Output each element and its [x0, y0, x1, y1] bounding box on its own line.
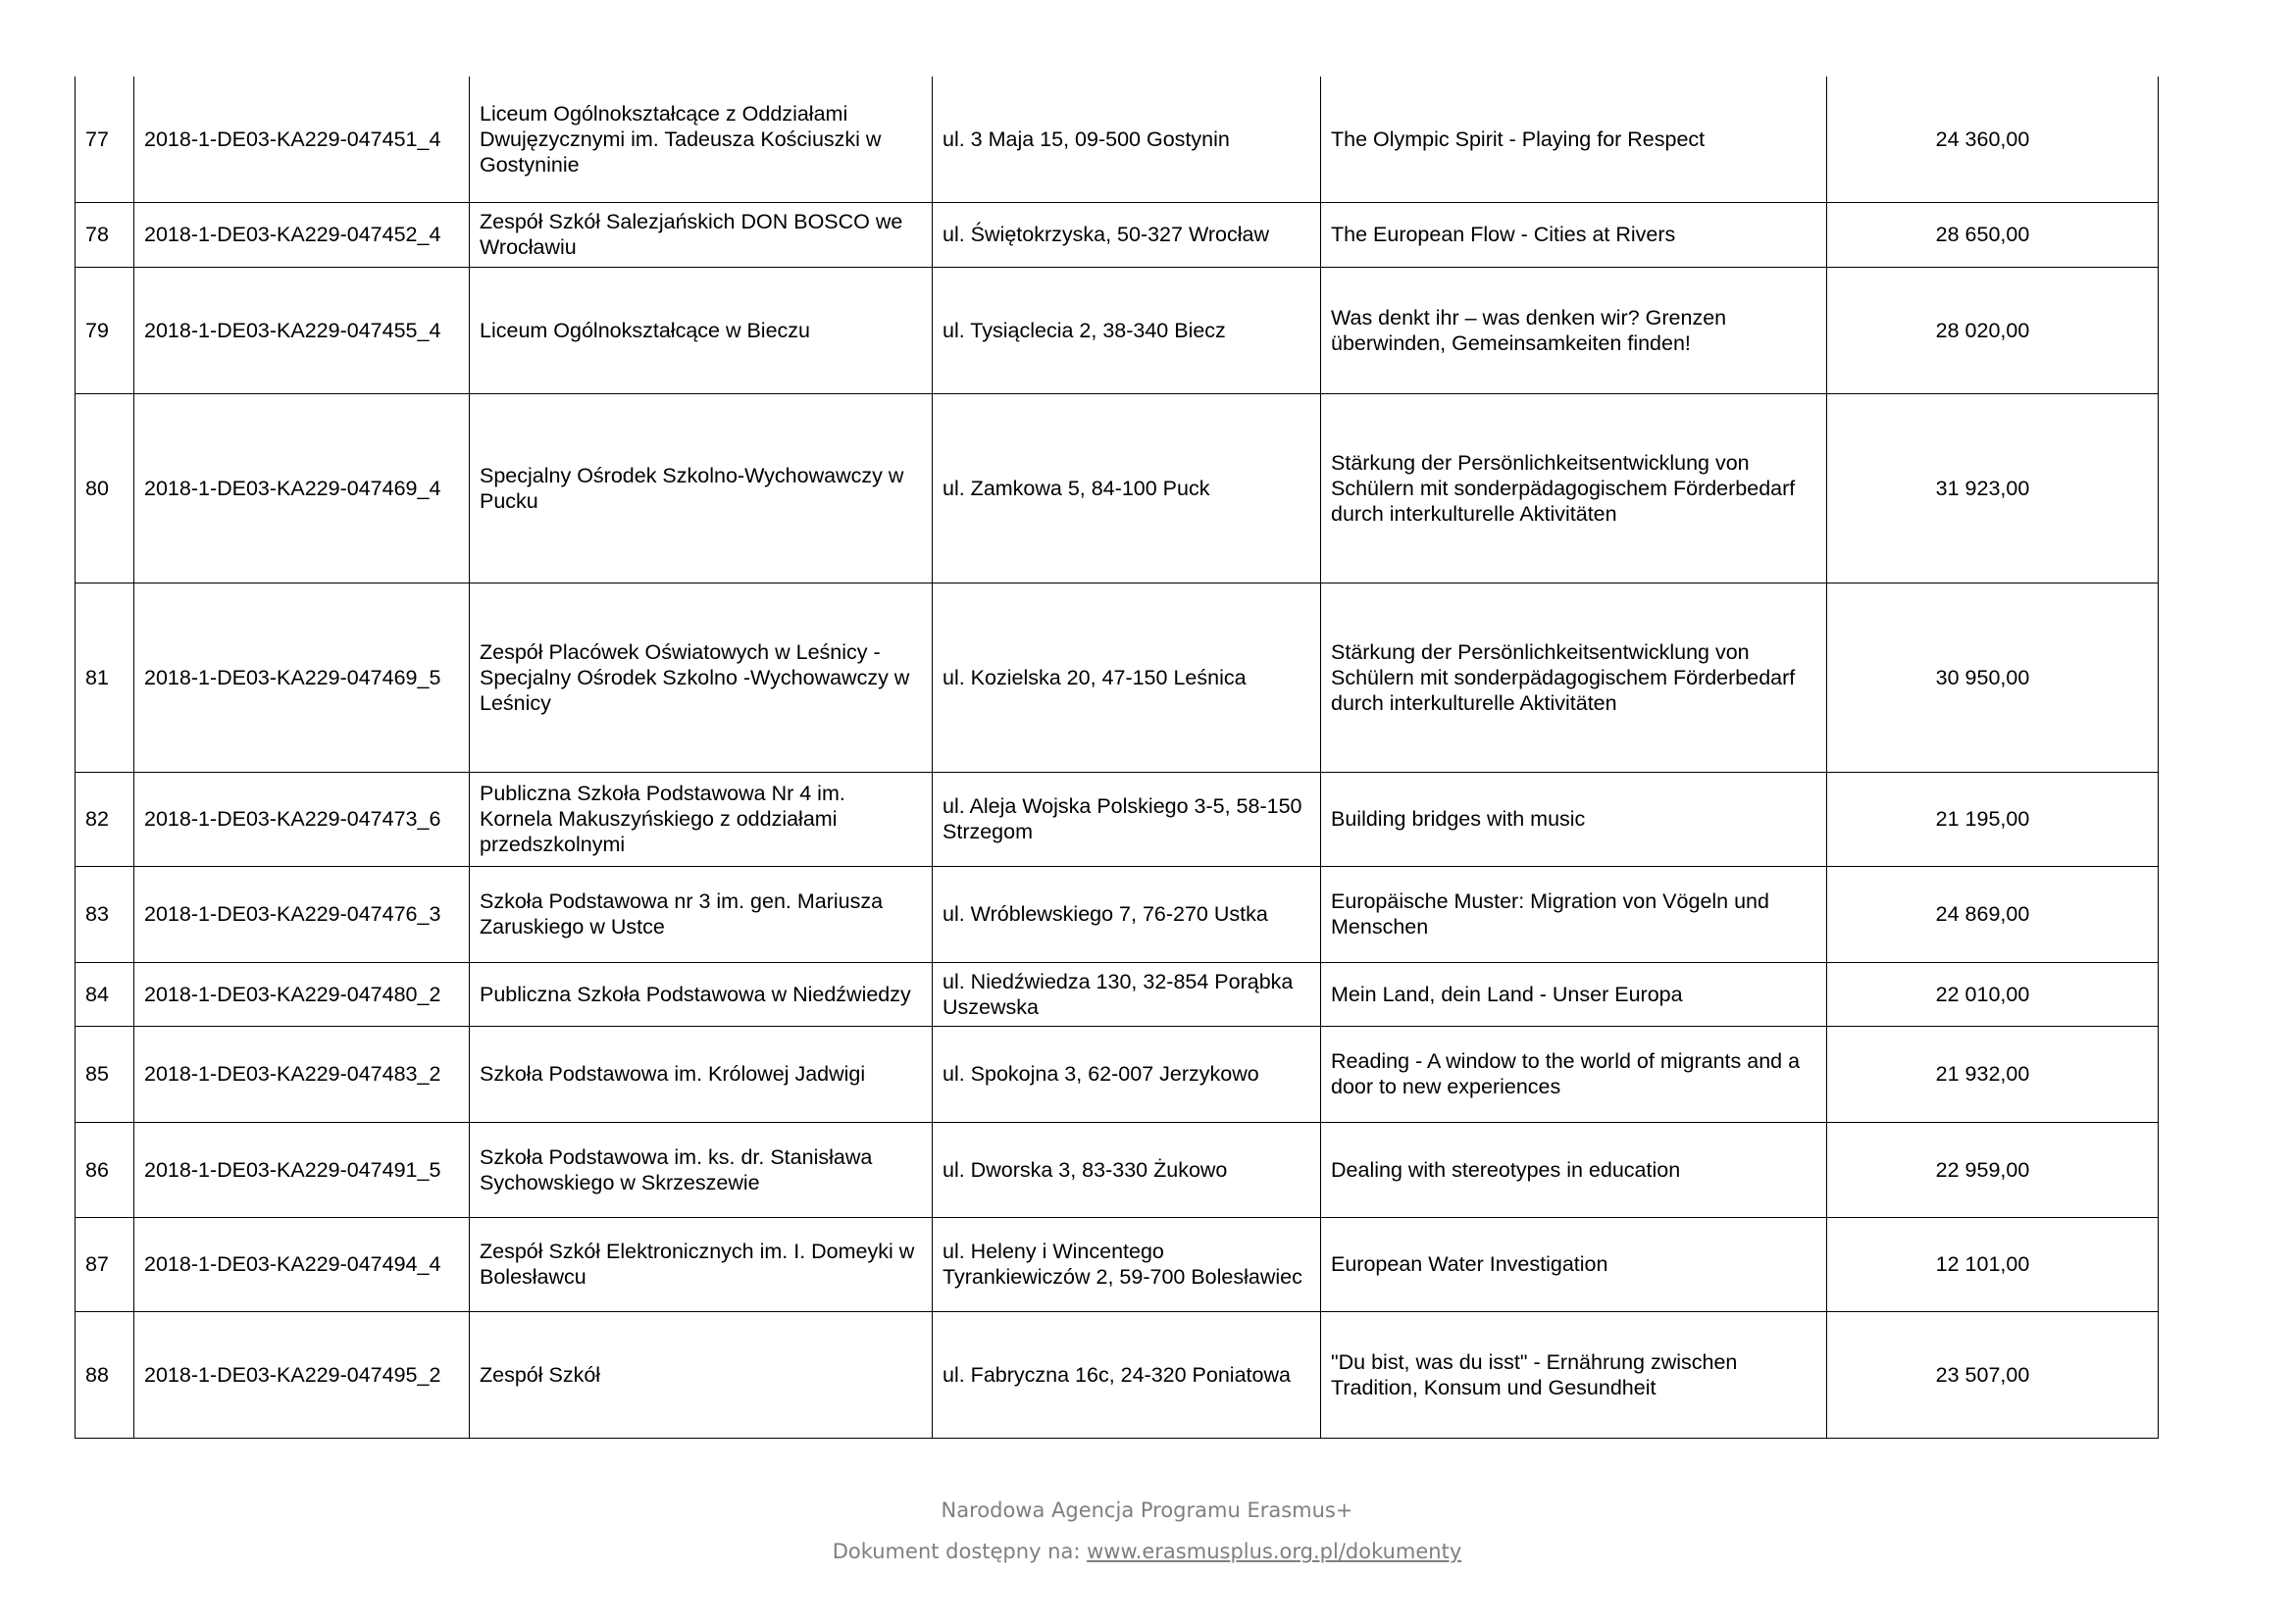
institution-name: Zespół Szkół Elektronicznych im. I. Domeyki w Bolesławcu [470, 1217, 933, 1311]
grant-amount: 31 923,00 [1827, 393, 2159, 583]
project-title: The European Flow - Cities at Rivers [1321, 202, 1827, 267]
footer-agency [0, 1498, 2294, 1522]
project-id: 2018-1-DE03-KA229-047483_2 [134, 1026, 470, 1122]
table-row [76, 393, 2159, 583]
grant-amount: 24 869,00 [1827, 866, 2159, 962]
institution-name: Szkoła Podstawowa nr 3 im. gen. Mariusza Zaruskiego w Ustce [470, 866, 933, 962]
grant-amount: 28 020,00 [1827, 267, 2159, 393]
institution-name: Liceum Ogólnokształcące z Oddziałami Dwujęzycznymi im. Tadeusza Kościuszki w Gostyninie [470, 76, 933, 202]
grant-amount: 28 650,00 [1827, 202, 2159, 267]
grant-amount: 21 932,00 [1827, 1026, 2159, 1122]
institution-name: Publiczna Szkoła Podstawowa Nr 4 im. Kornela Makuszyńskiego z oddziałami przedszkolnymi [470, 772, 933, 866]
row-number: 84 [76, 962, 134, 1026]
institution-name: Zespół Szkół [470, 1311, 933, 1438]
row-number: 83 [76, 866, 134, 962]
institution-address: ul. Zamkowa 5, 84-100 Puck [933, 393, 1321, 583]
table-row [76, 772, 2159, 866]
table-row [76, 1026, 2159, 1122]
project-title: European Water Investigation [1321, 1217, 1827, 1311]
project-id: 2018-1-DE03-KA229-047480_2 [134, 962, 470, 1026]
table-row [76, 1217, 2159, 1311]
table-row [76, 202, 2159, 267]
project-title: Mein Land, dein Land - Unser Europa [1321, 962, 1827, 1026]
project-title: The Olympic Spirit - Playing for Respect [1321, 76, 1827, 202]
row-number: 80 [76, 393, 134, 583]
institution-name: Zespół Placówek Oświatowych w Leśnicy - Specjalny Ośrodek Szkolno -Wychowawczy w Leśnicy [470, 583, 933, 772]
institution-address: ul. Dworska 3, 83-330 Żukowo [933, 1122, 1321, 1217]
row-number: 88 [76, 1311, 134, 1438]
grant-amount: 21 195,00 [1827, 772, 2159, 866]
project-id: 2018-1-DE03-KA229-047476_3 [134, 866, 470, 962]
row-number: 78 [76, 202, 134, 267]
project-title: Reading - A window to the world of migrants and a door to new experiences [1321, 1026, 1827, 1122]
institution-address: ul. Tysiąclecia 2, 38-340 Biecz [933, 267, 1321, 393]
project-title: Building bridges with music [1321, 772, 1827, 866]
grant-amount: 22 959,00 [1827, 1122, 2159, 1217]
institution-address: ul. 3 Maja 15, 09-500 Gostynin [933, 76, 1321, 202]
grant-amount: 12 101,00 [1827, 1217, 2159, 1311]
row-number: 85 [76, 1026, 134, 1122]
institution-address: ul. Wróblewskiego 7, 76-270 Ustka [933, 866, 1321, 962]
project-id: 2018-1-DE03-KA229-047491_5 [134, 1122, 470, 1217]
institution-name: Liceum Ogólnokształcące w Bieczu [470, 267, 933, 393]
footer-availability [0, 1540, 2294, 1563]
grant-amount: 30 950,00 [1827, 583, 2159, 772]
table-row [76, 962, 2159, 1026]
institution-name: Szkoła Podstawowa im. Królowej Jadwigi [470, 1026, 933, 1122]
table-row [76, 76, 2159, 202]
project-title: Europäische Muster: Migration von Vögeln und Menschen [1321, 866, 1827, 962]
row-number: 87 [76, 1217, 134, 1311]
row-number: 79 [76, 267, 134, 393]
table-row [76, 1122, 2159, 1217]
grant-amount: 23 507,00 [1827, 1311, 2159, 1438]
institution-address: ul. Fabryczna 16c, 24-320 Poniatowa [933, 1311, 1321, 1438]
project-id: 2018-1-DE03-KA229-047455_4 [134, 267, 470, 393]
institution-address: ul. Niedźwiedza 130, 32-854 Porąbka Uszewska [933, 962, 1321, 1026]
grants-table [75, 76, 2159, 1439]
grant-amount: 22 010,00 [1827, 962, 2159, 1026]
table-row [76, 1311, 2159, 1438]
project-title: Dealing with stereotypes in education [1321, 1122, 1827, 1217]
footer-agency-text: Narodowa Agencja Programu Erasmus+ [941, 1498, 1353, 1522]
institution-name: Specjalny Ośrodek Szkolno-Wychowawczy w Pucku [470, 393, 933, 583]
project-id: 2018-1-DE03-KA229-047452_4 [134, 202, 470, 267]
footer-available-label: Dokument dostępny na: [832, 1540, 1088, 1563]
institution-address: ul. Spokojna 3, 62-007 Jerzykowo [933, 1026, 1321, 1122]
row-number: 82 [76, 772, 134, 866]
grants-table-body [76, 76, 2159, 1438]
project-title: Stärkung der Persönlichkeitsentwicklung von Schülern mit sonderpädagogischem Förderbedarf durch interkulturelle Aktivitäten [1321, 583, 1827, 772]
institution-name: Publiczna Szkoła Podstawowa w Niedźwiedzy [470, 962, 933, 1026]
institution-address: ul. Heleny i Wincentego Tyrankiewiczów 2, 59-700 Bolesławiec [933, 1217, 1321, 1311]
row-number: 77 [76, 76, 134, 202]
institution-address: ul. Świętokrzyska, 50-327 Wrocław [933, 202, 1321, 267]
project-id: 2018-1-DE03-KA229-047469_5 [134, 583, 470, 772]
project-id: 2018-1-DE03-KA229-047451_4 [134, 76, 470, 202]
table-row [76, 866, 2159, 962]
project-id: 2018-1-DE03-KA229-047469_4 [134, 393, 470, 583]
row-number: 81 [76, 583, 134, 772]
project-title: Was denkt ihr – was denken wir? Grenzen überwinden, Gemeinsamkeiten finden! [1321, 267, 1827, 393]
project-id: 2018-1-DE03-KA229-047473_6 [134, 772, 470, 866]
institution-address: ul. Aleja Wojska Polskiego 3-5, 58-150 Strzegom [933, 772, 1321, 866]
table-row [76, 583, 2159, 772]
table-row [76, 267, 2159, 393]
institution-name: Zespół Szkół Salezjańskich DON BOSCO we Wrocławiu [470, 202, 933, 267]
project-id: 2018-1-DE03-KA229-047495_2 [134, 1311, 470, 1438]
documents-link[interactable]: www.erasmusplus.org.pl/dokumenty [1087, 1540, 1462, 1563]
project-title: "Du bist, was du isst" - Ernährung zwischen Tradition, Konsum und Gesundheit [1321, 1311, 1827, 1438]
row-number: 86 [76, 1122, 134, 1217]
institution-address: ul. Kozielska 20, 47-150 Leśnica [933, 583, 1321, 772]
grant-amount: 24 360,00 [1827, 76, 2159, 202]
project-title: Stärkung der Persönlichkeitsentwicklung von Schülern mit sonderpädagogischem Förderbedarf durch interkulturelle Aktivitäten [1321, 393, 1827, 583]
institution-name: Szkoła Podstawowa im. ks. dr. Stanisława Sychowskiego w Skrzeszewie [470, 1122, 933, 1217]
project-id: 2018-1-DE03-KA229-047494_4 [134, 1217, 470, 1311]
